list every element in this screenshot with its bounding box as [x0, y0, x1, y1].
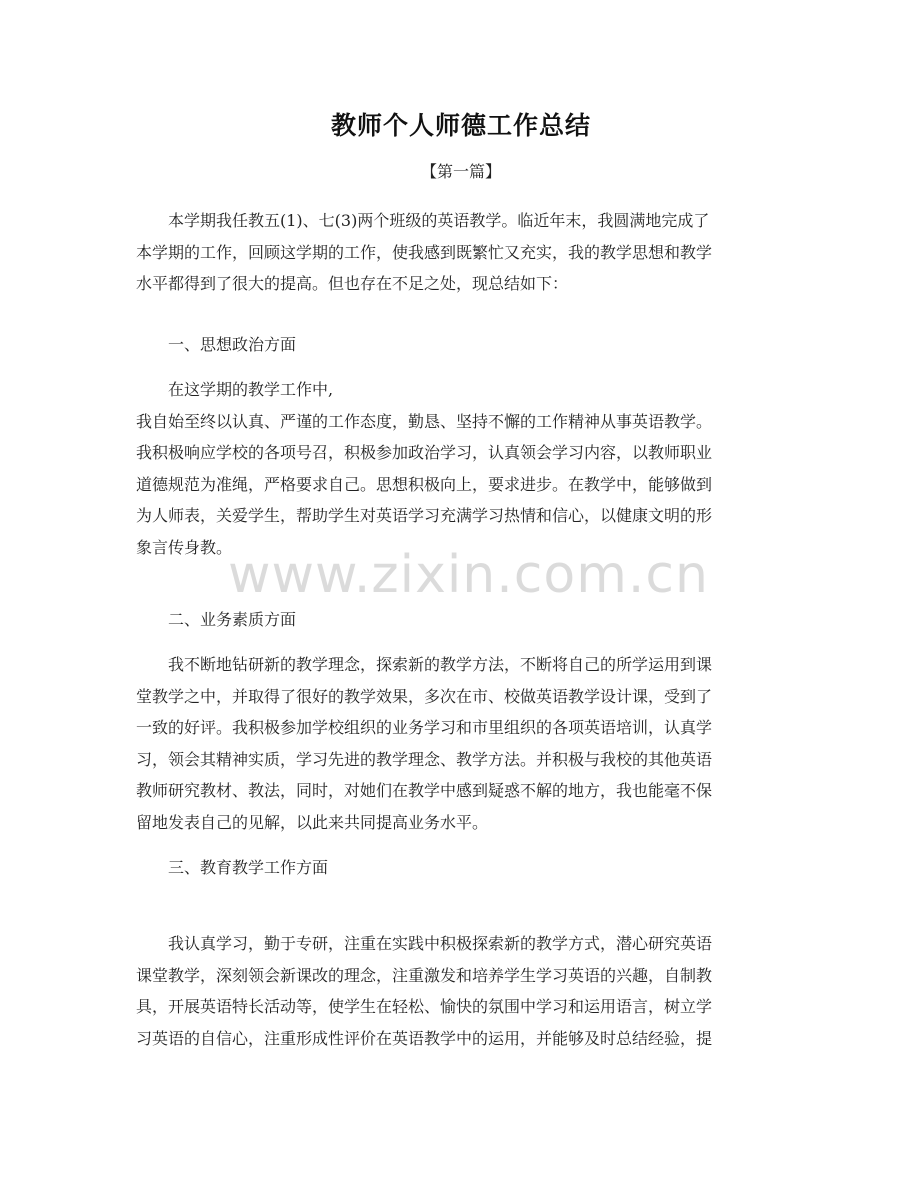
section1-line-6: 象言传身教。 — [136, 537, 233, 557]
section3-line-2: 课堂教学，深刻领会新课改的理念，注重激发和培养学生学习英语的兴趣，自制教 — [136, 965, 713, 985]
section1-line-5: 为人师表，关爱学生，帮助学生对英语学习充满学习热情和信心，以健康文明的形 — [136, 506, 713, 525]
intro-paragraph — [136, 205, 786, 300]
section1-heading: 一、思想政治方面 — [168, 335, 297, 354]
section3-line-3: 具，开展英语特长活动等，使学生在轻松、愉快的氛围中学习和运用语言，树立学 — [136, 997, 713, 1016]
section1-line-2: 我自始至终以认真、严谨的工作态度，勤恳、坚持不懈的工作精神从事英语教学。 — [136, 411, 713, 431]
section3-paragraph — [136, 928, 786, 1054]
intro-line-2: 本学期的工作，回顾这学期的工作，使我感到既繁忙又充实，我的教学思想和教学 — [136, 242, 713, 262]
section3-line-1: 我认真学习，勤于专研，注重在实践中积极探索新的教学方式，潜心研究英语 — [168, 934, 713, 953]
watermark-text: www.zixin.com.cn — [228, 545, 709, 605]
section2-line-4: 习，领会其精神实质，学习先进的教学理念、教学方法。并积极与我校的其他英语 — [136, 749, 713, 769]
section2-paragraph — [136, 649, 786, 838]
intro-line-1: 本学期我任教五(1)、七(3)两个班级的英语教学。临近年末，我圆满地完成了 — [168, 211, 710, 230]
section1-line-4: 道德规范为准绳，严格要求自己。思想积极向上，要求进步。在教学中，能够做到 — [136, 474, 713, 494]
document-title: 教师个人师德工作总结 — [330, 111, 591, 140]
section1-paragraph — [136, 374, 786, 563]
intro-line-3: 水平都得到了很大的提高。但也存在不足之处，现总结如下： — [136, 274, 569, 293]
section2-line-5: 教师研究教材、教法，同时，对她们在教学中感到疑惑不解的地方，我也能毫不保 — [136, 781, 713, 800]
section2-line-2: 堂教学之中，并取得了很好的教学效果，多次在市、校做英语教学设计课，受到了 — [136, 686, 713, 706]
document-subtitle: 【第一篇】 — [420, 162, 501, 181]
section2-line-3: 一致的好评。我积极参加学校组织的业务学习和市里组织的各项英语培训，认真学 — [136, 718, 713, 737]
section2-line-6: 留地发表自己的见解，以此来共同提高业务水平。 — [136, 812, 489, 832]
section1-line-3: 我积极响应学校的各项号召，积极参加政治学习，认真领会学习内容，以教师职业 — [136, 443, 713, 462]
section2-heading: 二、业务素质方面 — [168, 610, 297, 629]
section3-line-4: 习英语的自信心，注重形成性评价在英语教学中的运用，并能够及时总结经验，提 — [136, 1028, 713, 1048]
section2-line-1: 我不断地钻研新的教学理念，探索新的教学方法，不断将自己的所学运用到课 — [168, 655, 713, 674]
section3-heading: 三、教育教学工作方面 — [168, 858, 329, 877]
section1-line-1: 在这学期的教学工作中, — [168, 380, 334, 399]
